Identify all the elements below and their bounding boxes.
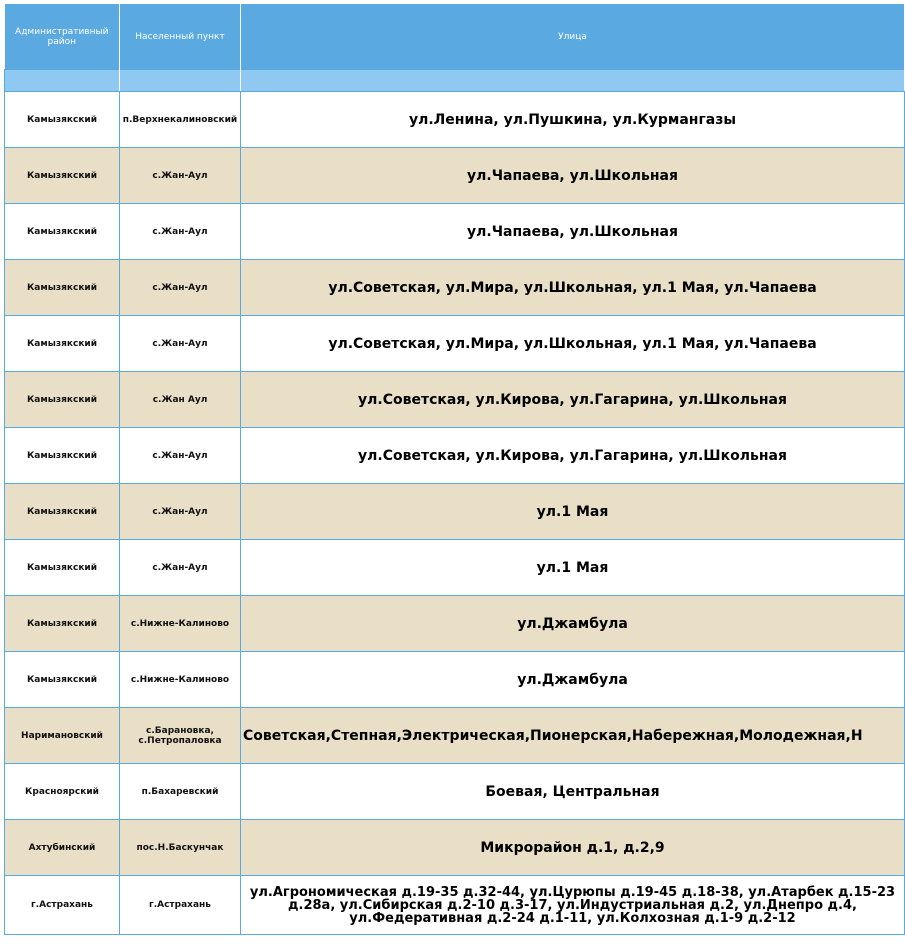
place-cell: с.Жан-Аул — [120, 148, 241, 204]
district-cell: Ахтубинский — [5, 820, 120, 876]
district-cell: Камызякский — [5, 260, 120, 316]
place-cell: с.Жан-Аул — [120, 428, 241, 484]
table-row[interactable] — [5, 204, 905, 260]
table-row[interactable] — [5, 428, 905, 484]
table-row[interactable] — [5, 484, 905, 540]
place-cell: с.Жан-Аул — [120, 316, 241, 372]
street-cell: ул.Чапаева, ул.Школьная — [241, 204, 905, 260]
table-row[interactable] — [5, 708, 905, 764]
district-cell: Камызякский — [5, 204, 120, 260]
district-cell: Камызякский — [5, 540, 120, 596]
table-row[interactable] — [5, 92, 905, 148]
street-cell: ул.Советская, ул.Кирова, ул.Гагарина, ул.Школьная — [241, 372, 905, 428]
table-body — [5, 92, 905, 935]
place-cell: с.Барановка, с.Петропаловка — [120, 708, 241, 764]
district-cell: Наримановский — [5, 708, 120, 764]
table-row[interactable] — [5, 820, 905, 876]
place-cell: пос.Н.Баскунчак — [120, 820, 241, 876]
district-cell: Камызякский — [5, 372, 120, 428]
header-street[interactable]: Улица — [241, 4, 905, 70]
district-cell: Камызякский — [5, 92, 120, 148]
header-place[interactable]: Населенный пункт — [120, 4, 241, 70]
street-cell: Советская,Степная,Электрическая,Пионерская,Набережная,Молодежная,Н — [241, 708, 905, 764]
district-cell: Камызякский — [5, 484, 120, 540]
district-cell: Камызякский — [5, 316, 120, 372]
table-row[interactable] — [5, 596, 905, 652]
street-cell: ул.Ленина, ул.Пушкина, ул.Курмангазы — [241, 92, 905, 148]
street-cell: ул.1 Мая — [241, 540, 905, 596]
outage-table — [4, 4, 905, 935]
place-cell: с.Нижне-Калиново — [120, 596, 241, 652]
place-cell: с.Нижне-Калиново — [120, 652, 241, 708]
district-cell: Камызякский — [5, 596, 120, 652]
table-header-row — [5, 4, 905, 70]
place-cell: п.Верхнекалиновский — [120, 92, 241, 148]
filter-cell-district[interactable] — [5, 70, 120, 92]
street-cell: Микрорайон д.1, д.2,9 — [241, 820, 905, 876]
place-cell: с.Жан-Аул — [120, 260, 241, 316]
district-cell: Камызякский — [5, 652, 120, 708]
place-cell: п.Бахаревский — [120, 764, 241, 820]
outage-table-container — [4, 4, 896, 946]
district-cell: г.Астрахань — [5, 876, 120, 935]
place-cell: г.Астрахань — [120, 876, 241, 935]
place-cell: с.Жан Аул — [120, 372, 241, 428]
place-cell: с.Жан-Аул — [120, 540, 241, 596]
table-row[interactable] — [5, 540, 905, 596]
street-cell: ул.Советская, ул.Кирова, ул.Гагарина, ул.Школьная — [241, 428, 905, 484]
table-row[interactable] — [5, 764, 905, 820]
street-cell: Боевая, Центральная — [241, 764, 905, 820]
street-cell: ул.Джамбула — [241, 596, 905, 652]
table-row[interactable] — [5, 372, 905, 428]
street-cell: ул.Агрономическая д.19-35 д.32-44, ул.Цурюпы д.19-45 д.18-38, ул.Атарбек д.15-23 д.28а, ул.Сибирская д.2-10 д.3-17, ул.Индустриальная д.2, ул.Днепро д.4, ул.Федеративная д.2-24 д.1-11, ул.Колхозная д.1-9 д.2-12 — [241, 876, 905, 935]
district-cell: Камызякский — [5, 148, 120, 204]
filter-cell-place[interactable] — [120, 70, 241, 92]
street-cell: ул.Чапаева, ул.Школьная — [241, 148, 905, 204]
place-cell: с.Жан-Аул — [120, 204, 241, 260]
table-row[interactable] — [5, 316, 905, 372]
table-row[interactable] — [5, 148, 905, 204]
street-cell: ул.Советская, ул.Мира, ул.Школьная, ул.1 Мая, ул.Чапаева — [241, 316, 905, 372]
filter-cell-street[interactable] — [241, 70, 905, 92]
district-cell: Красноярский — [5, 764, 120, 820]
header-district[interactable]: Административный район — [5, 4, 120, 70]
table-row[interactable] — [5, 260, 905, 316]
table-row[interactable] — [5, 876, 905, 935]
street-cell: ул.Джамбула — [241, 652, 905, 708]
place-cell: с.Жан-Аул — [120, 484, 241, 540]
district-cell: Камызякский — [5, 428, 120, 484]
table-row[interactable] — [5, 652, 905, 708]
street-cell: ул.Советская, ул.Мира, ул.Школьная, ул.1 Мая, ул.Чапаева — [241, 260, 905, 316]
filter-row — [5, 70, 905, 92]
street-cell: ул.1 Мая — [241, 484, 905, 540]
